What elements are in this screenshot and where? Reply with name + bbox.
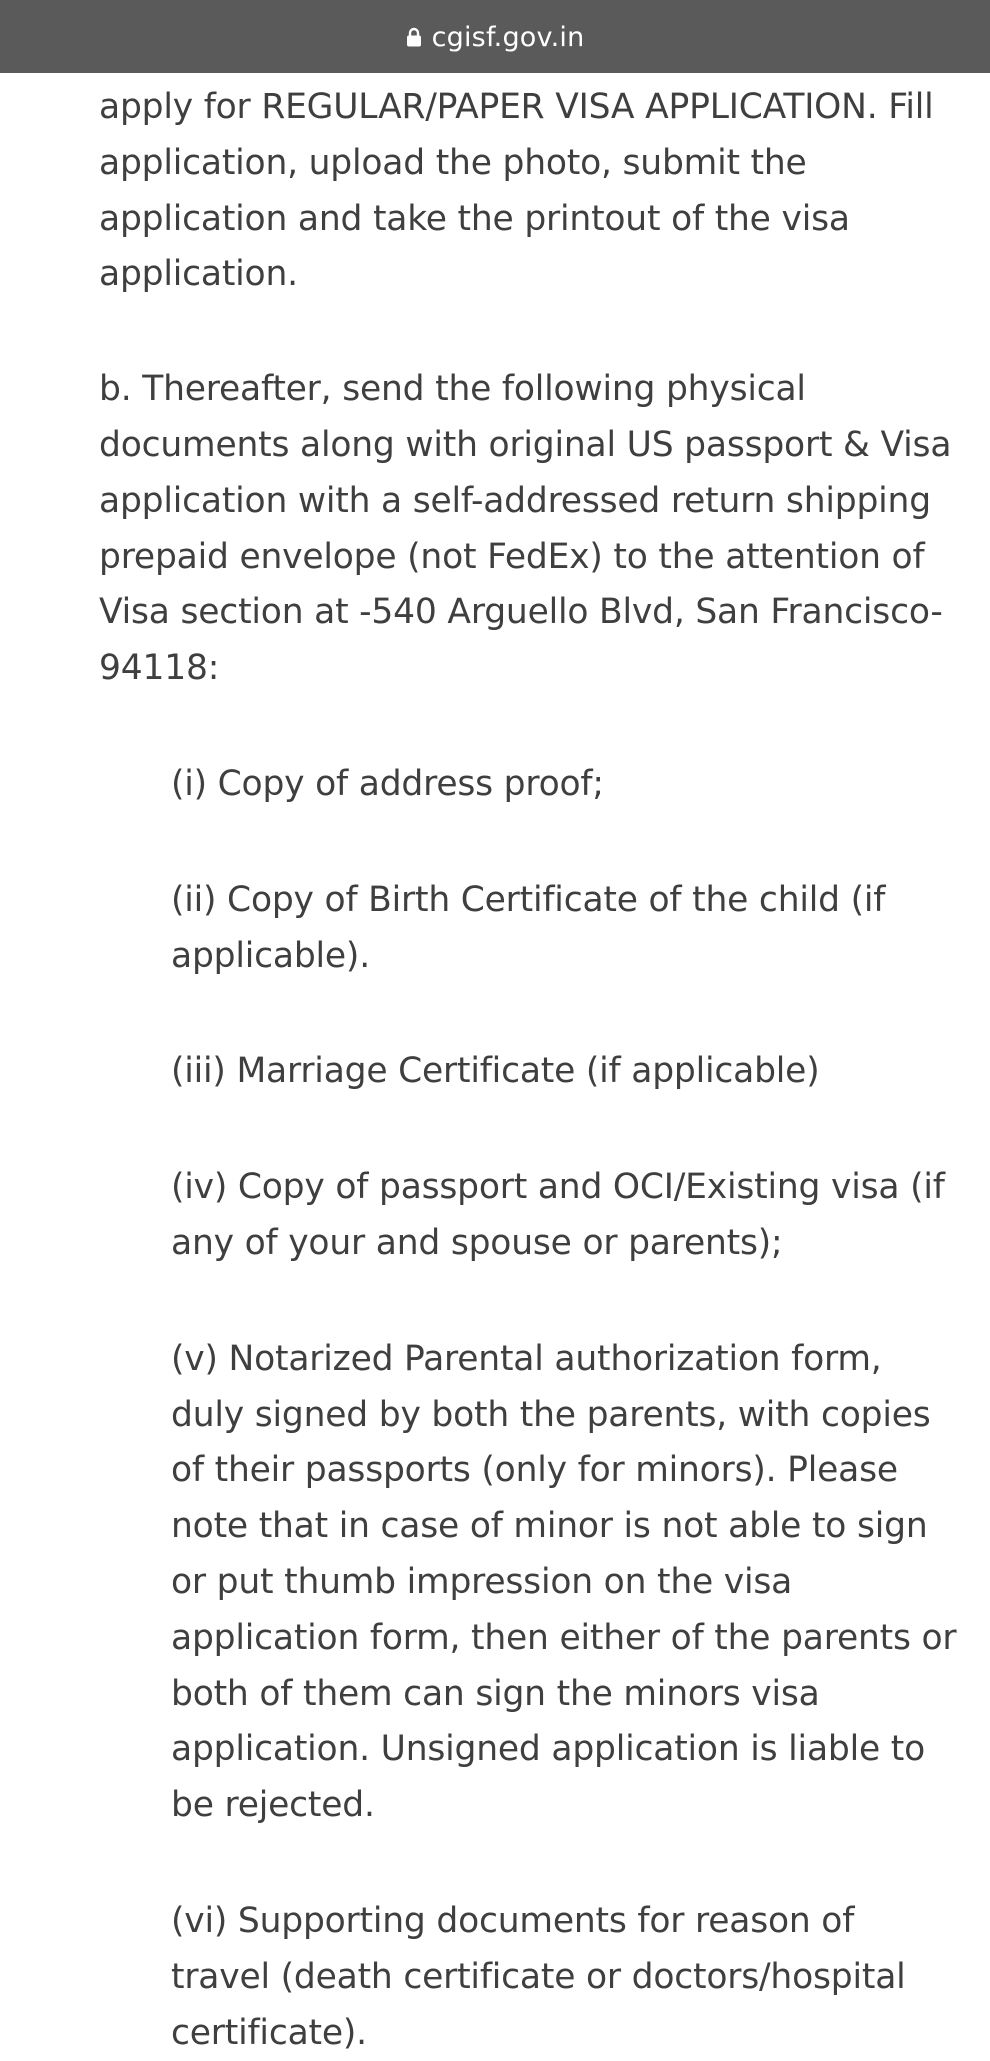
list-item: (v) Notarized Parental authorization form, duly signed by both the parents, with copies of their passports (only for minors). Please note that in case of minor is not able to sign or put thumb impression on the visa application form, then either of the parents or both of them can sign the minors visa application. Unsigned application is liable to be rejected.	[171, 1338, 957, 1826]
intro-paragraph: apply for REGULAR/PAPER VISA APPLICATION. Fill application, upload the photo, submit the application and take the printout of the visa application.	[99, 87, 934, 295]
list-item: (i) Copy of address proof;	[171, 763, 604, 804]
list-item: (iv) Copy of passport and OCI/Existing visa (if any of your and spouse or parents);	[171, 1167, 945, 1263]
list-item: (vi) Supporting documents for reason of travel (death certificate or doctors/hospital certificate).	[171, 1900, 906, 2053]
page-content	[99, 73, 959, 2061]
lock-icon	[406, 27, 422, 47]
instructions-paragraph-b: b. Thereafter, send the following physical documents along with original US passport & Visa application with a self-addressed return shipping prepaid envelope (not FedEx) to the attention of Visa section at -540 Arguello Blvd, San Francisco- 94118:	[99, 369, 952, 689]
list-item: (iii) Marriage Certificate (if applicable)	[171, 1051, 820, 1092]
documents-list	[171, 757, 961, 2061]
url-text: cgisf.gov.in	[431, 22, 585, 53]
browser-address-bar[interactable]	[0, 0, 990, 73]
list-item: (ii) Copy of Birth Certificate of the child (if applicable).	[171, 879, 886, 976]
